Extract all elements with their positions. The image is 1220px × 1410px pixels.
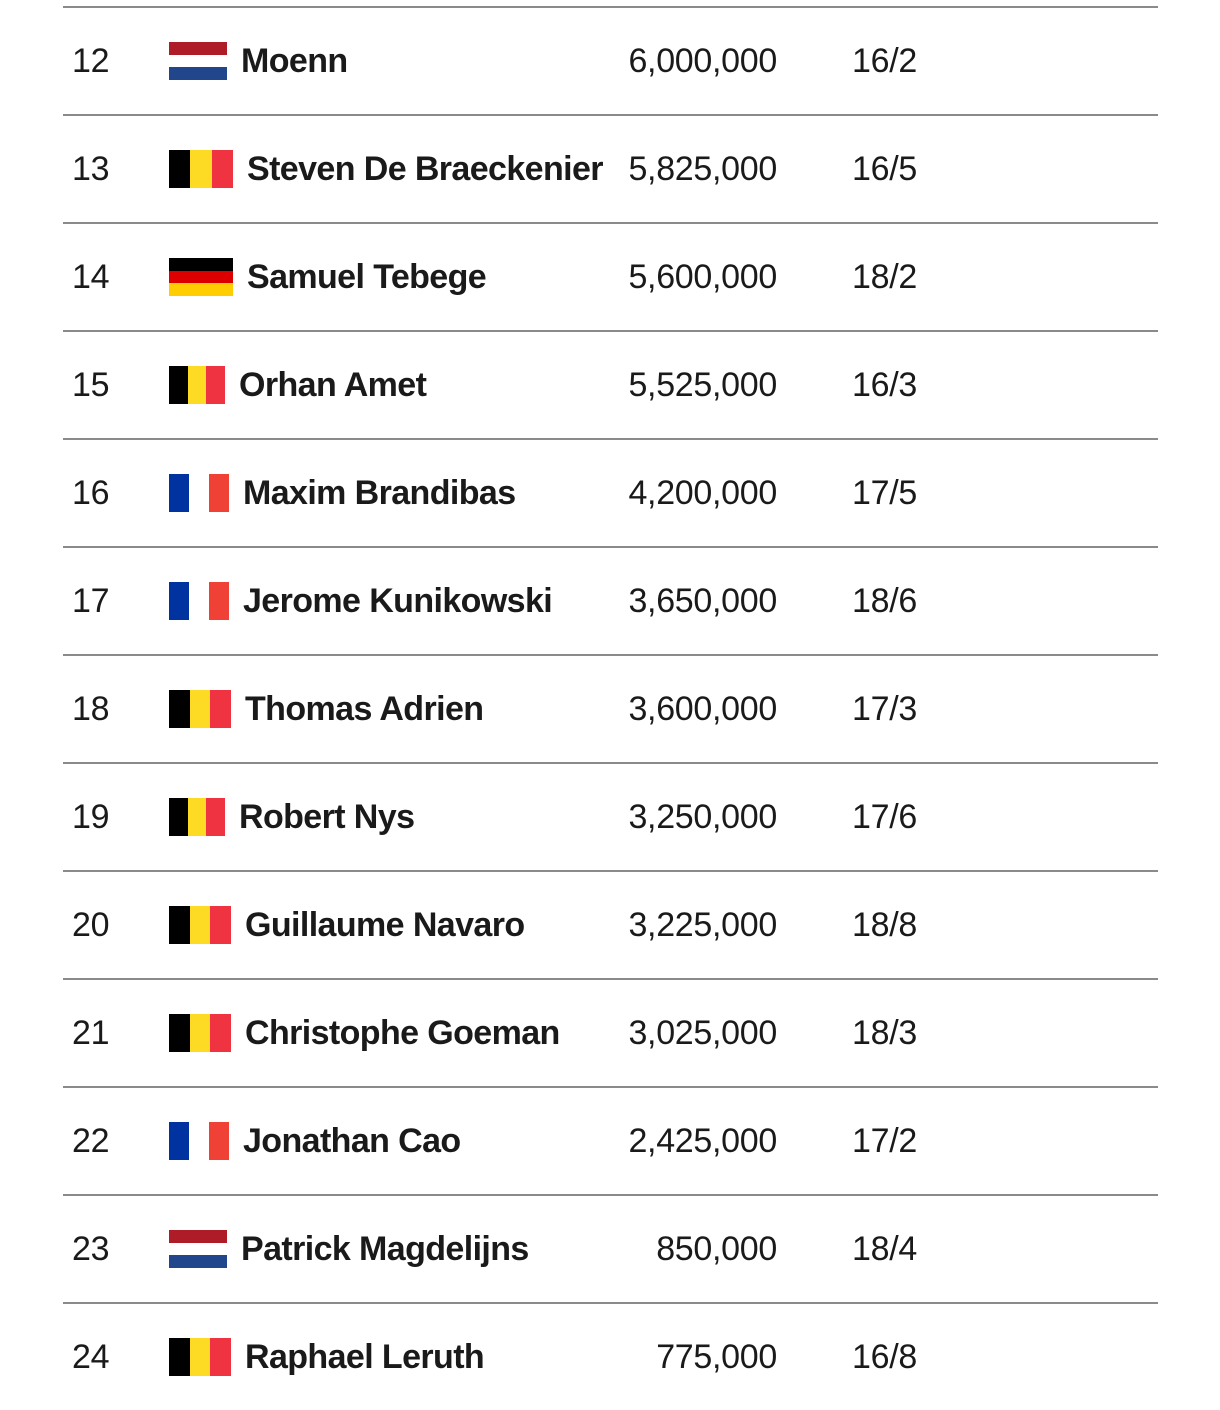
prize-amount: 775,000 xyxy=(656,1337,777,1376)
table-row xyxy=(63,6,1158,114)
player-name: Raphael Leruth xyxy=(245,1337,485,1376)
player-name: Guillaume Navaro xyxy=(245,905,525,944)
table-row xyxy=(63,762,1158,870)
ranking-rows xyxy=(63,6,1158,1410)
table-row xyxy=(63,978,1158,1086)
table-row xyxy=(63,546,1158,654)
belgium-flag-icon xyxy=(169,690,231,728)
ranking-table xyxy=(63,6,1158,1410)
table-row xyxy=(63,114,1158,222)
prize-amount: 5,600,000 xyxy=(628,257,777,296)
prize-amount: 3,025,000 xyxy=(628,1013,777,1052)
prize-amount: 3,250,000 xyxy=(628,797,777,836)
round-value: 18/4 xyxy=(852,1229,917,1268)
belgium-flag-icon xyxy=(169,798,225,836)
table-row xyxy=(63,330,1158,438)
prize-amount: 4,200,000 xyxy=(628,473,777,512)
player-name: Jonathan Cao xyxy=(243,1121,461,1160)
round-value: 16/5 xyxy=(852,149,917,188)
rank-number: 18 xyxy=(72,689,110,728)
player-name: Samuel Tebege xyxy=(247,257,487,296)
rank-number: 12 xyxy=(72,41,110,80)
round-value: 17/6 xyxy=(852,797,917,836)
netherlands-flag-icon xyxy=(169,42,227,80)
table-row xyxy=(63,654,1158,762)
france-flag-icon xyxy=(169,474,229,512)
rank-number: 16 xyxy=(72,473,110,512)
rank-number: 21 xyxy=(72,1013,110,1052)
round-value: 18/8 xyxy=(852,905,917,944)
round-value: 17/5 xyxy=(852,473,917,512)
belgium-flag-icon xyxy=(169,366,225,404)
prize-amount: 5,825,000 xyxy=(628,149,777,188)
france-flag-icon xyxy=(169,1122,229,1160)
belgium-flag-icon xyxy=(169,150,233,188)
round-value: 18/3 xyxy=(852,1013,917,1052)
belgium-flag-icon xyxy=(169,906,231,944)
belgium-flag-icon xyxy=(169,1338,231,1376)
prize-amount: 3,650,000 xyxy=(628,581,777,620)
rank-number: 13 xyxy=(72,149,110,188)
player-name: Patrick Magdelijns xyxy=(241,1229,529,1268)
table-row xyxy=(63,438,1158,546)
player-name: Christophe Goeman xyxy=(245,1013,560,1052)
table-row xyxy=(63,1194,1158,1302)
belgium-flag-icon xyxy=(169,1014,231,1052)
rank-number: 14 xyxy=(72,257,110,296)
prize-amount: 850,000 xyxy=(656,1229,777,1268)
prize-amount: 6,000,000 xyxy=(628,41,777,80)
table-row xyxy=(63,870,1158,978)
round-value: 18/2 xyxy=(852,257,917,296)
round-value: 16/8 xyxy=(852,1337,917,1376)
rank-number: 15 xyxy=(72,365,110,404)
prize-amount: 3,225,000 xyxy=(628,905,777,944)
round-value: 16/3 xyxy=(852,365,917,404)
round-value: 18/6 xyxy=(852,581,917,620)
prize-amount: 5,525,000 xyxy=(628,365,777,404)
rank-number: 24 xyxy=(72,1337,110,1376)
table-row xyxy=(63,1302,1158,1410)
rank-number: 17 xyxy=(72,581,110,620)
player-name: Thomas Adrien xyxy=(245,689,484,728)
player-name: Robert Nys xyxy=(239,797,415,836)
player-name: Moenn xyxy=(241,41,348,80)
france-flag-icon xyxy=(169,582,229,620)
player-name: Jerome Kunikowski xyxy=(243,581,553,620)
rank-number: 20 xyxy=(72,905,110,944)
prize-amount: 2,425,000 xyxy=(628,1121,777,1160)
germany-flag-icon xyxy=(169,258,233,296)
netherlands-flag-icon xyxy=(169,1230,227,1268)
round-value: 16/2 xyxy=(852,41,917,80)
prize-amount: 3,600,000 xyxy=(628,689,777,728)
rank-number: 23 xyxy=(72,1229,110,1268)
player-name: Steven De Braeckenier xyxy=(247,149,603,188)
round-value: 17/2 xyxy=(852,1121,917,1160)
player-name: Maxim Brandibas xyxy=(243,473,516,512)
table-row xyxy=(63,222,1158,330)
round-value: 17/3 xyxy=(852,689,917,728)
rank-number: 22 xyxy=(72,1121,110,1160)
player-name: Orhan Amet xyxy=(239,365,427,404)
table-row xyxy=(63,1086,1158,1194)
rank-number: 19 xyxy=(72,797,110,836)
